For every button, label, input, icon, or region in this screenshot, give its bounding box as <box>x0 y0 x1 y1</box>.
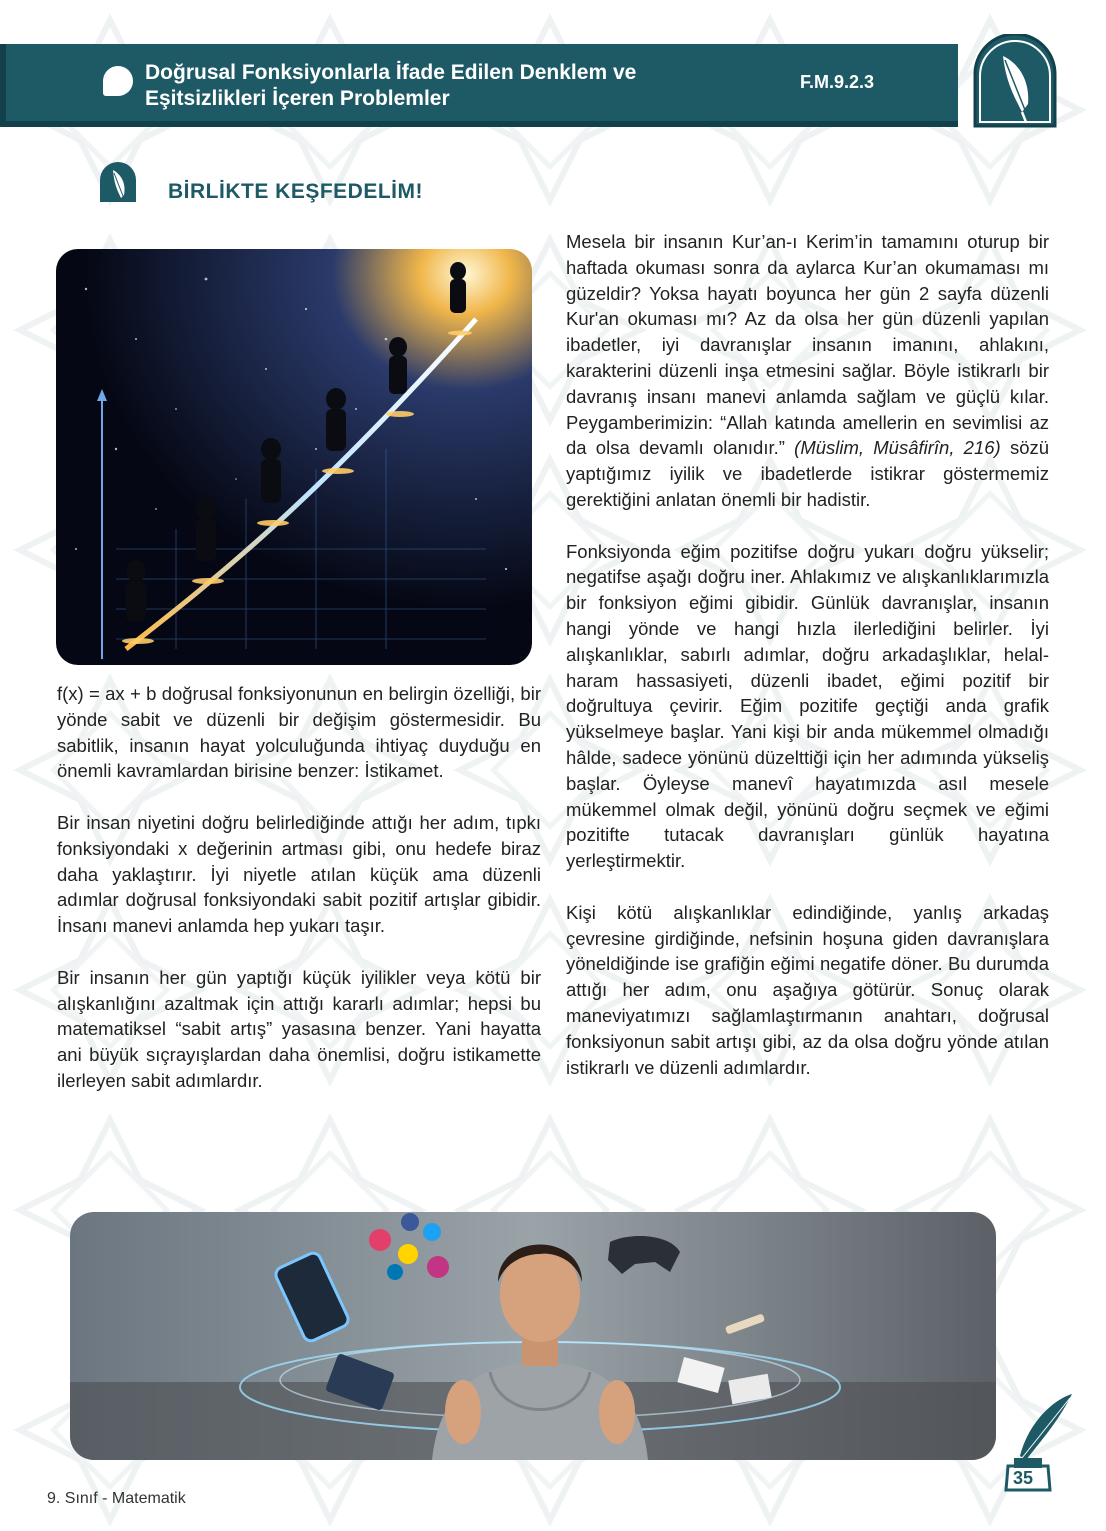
climbing-figures-illustration <box>56 249 532 665</box>
page-title-line-1: Doğrusal Fonksiyonlarla İfade Edilen Denklem ve <box>145 61 637 84</box>
right-paragraph-1-continuation: sözü yaptığımız iyilik ve ibadetlerde istikrar göstermemiz gerektiğini anlatan önemli bir hadistir. <box>566 437 1050 510</box>
speech-bubble-icon <box>103 66 133 96</box>
page-number: 35 <box>1012 1468 1034 1488</box>
page-title-line-2: Eşitsizlikleri İçeren Problemler <box>145 87 450 110</box>
quill-icon <box>970 34 1060 134</box>
distractions-illustration <box>70 1212 996 1460</box>
right-text-column <box>566 229 1049 1106</box>
curriculum-code: F.M.9.2.3 <box>800 72 875 92</box>
right-paragraph-3: Kişi kötü alışkanlıklar edindiğinde, yanlış arkadaş çevresine girdiğinde, nefsinin hoşuna giden davranışlara yöneldiğinde ise grafiğin eğimi negatife döner. Bu durumda attığı her adım, onu aşağıya götürür. Sonuç olarak maneviyatımızı sağlamlaştırmanın anahtarı, doğrusal fonksiyonun sabit artışı gibi, az da olsa doğru yönde atılan istikrarlı ve düzenli adımlardır. <box>566 901 1049 1078</box>
left-paragraph-2: Bir insan niyetini doğru belirlediğinde attığı her adım, tıpkı fonksiyondaki x değerinin artması gibi, onu hedefe biraz daha yaklaştırır. İyi niyetle atılan küçük ama düzenli adımlar doğrusal fonksiyondaki sabit pozitif artışlar gibidir. İnsanı manevi anlamda hep yukarı taşır. <box>57 811 541 937</box>
right-paragraph-1 <box>566 229 1049 513</box>
right-paragraph-2: Fonksiyonda eğim pozitifse doğru yukarı doğru yükselir; negatifse aşağı doğru iner. Ahlakımız ve alışkanlıklarımızla bir fonksiyon eğimi gibidir. Günlük davranışlar, insanın hangi yönde ve hangi hızla ilerlediğini belirler. İyi alışkanlıklar, sabırlı adımlar, doğru arkadaşlıklar, helal-haram hassasiyeti, düzenli ibadet, eğimi pozitif bir doğrultuya çevirir. Eğim pozitife geçtiği anda grafik yükselmeye başlar. Yani kişi bir anda mükemmel olmadığı hâlde, sadece yönünü düzelttiği için her adımında yükseliş başlar. Öyleyse manevî hayatımızda asıl mesele mükemmel olmak değil, yönünü doğru seçmek ve eğimi pozitifte tutacak davranışları günlük hayatına yerleştirmektir. <box>566 540 1049 872</box>
right-paragraph-1-text: Mesela bir insanın Kur’an-ı Kerim’in tamamını oturup bir haftada okuması sonra da aylarca Kur’an okumaması mı güzeldir? Yoksa hayatı boyunca her gün 2 sayfa düzenli Kur'an okuması mı? Az da olsa her gün düzenli yapılan ibadetler, iyi davranışlar insanın imanını, ahlakını, karakterini düzenli inşa etmesini sağlar. Böyle istikrarlı bir davranış insanı manevi anlamda sağlam ve güçlü kılar. Peygamberimizin: “Allah katında amellerin en sevimlisi az da olsa devamlı olanıdır.” <box>566 231 1049 459</box>
left-paragraph-1: f(x) = ax + b doğrusal fonksiyonunun en belirgin özelliği, bir yönde sabit ve düzenli bir değişim göstermesidir. Bu sabitlik, insanın hayat yolculuğunda ihtiyaç duyduğu en önemli kavramlardan birisine benzer: İstikamet. <box>57 683 541 782</box>
left-text-column <box>57 681 541 1120</box>
course-label: 9. Sınıf - Matematik <box>47 1490 186 1507</box>
hadith-citation: (Müslim, Müsâfirîn, 216) <box>794 437 1001 459</box>
page-title <box>145 60 745 112</box>
quill-icon <box>98 162 138 204</box>
left-paragraph-3: Bir insanın her gün yaptığı küçük iyilikler veya kötü bir alışkanlığını azaltmak için attığı kararlı adımlar; hepsi bu matematiksel “sabit artış” yasasına benzer. Yani hayatta ani büyük sıçrayışlardan daha önemlisi, doğru istikamette ilerleyen sabit adımlardır. <box>57 966 541 1091</box>
section-title: BİRLİKTE KEŞFEDELİM! <box>168 180 423 203</box>
